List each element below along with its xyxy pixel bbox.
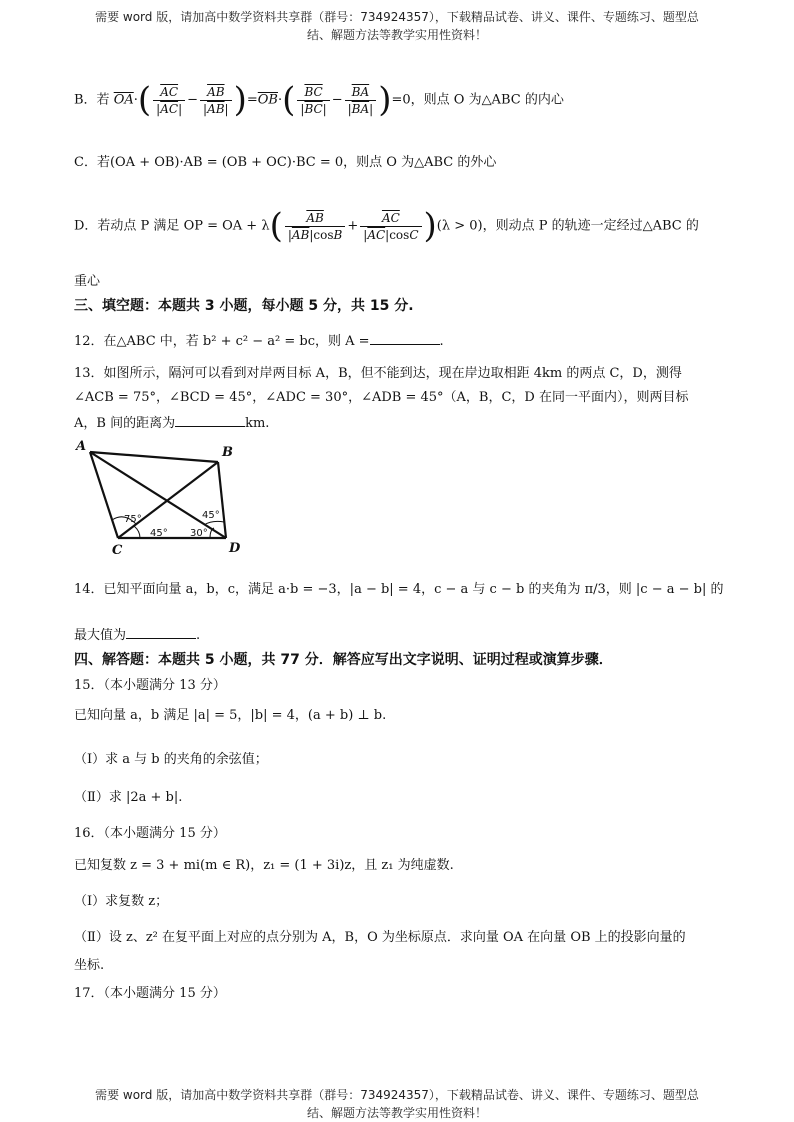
question-12 [74,330,444,352]
q15-stem: 已知向量 a，b 满足 |a| = 5，|b| = 4，(a + b) ⊥ b. [74,708,387,723]
option-d: D．若动点 P 满足 OP = OA + λ( $\frac{\overline{AB}}{|\overline{AB}|\cos B}$ + $\frac{\overline{AC}}{|\overline{AC}|\cos C}$ )(λ > 0)，则动点 P 的轨迹一定经过△ABC 的 [74,206,699,246]
angle-45c-label: 45° [150,528,168,539]
q14-answer-blank[interactable] [126,624,196,639]
banner-line-1-bottom: 需要 word 版，请加高中数学资料共享群（群号：734924357），下载精品试卷、讲义、课件、专题练习、题型总 [95,1088,699,1102]
q12-text: 12．在△ABC 中，若 b² + c² − a² = bc，则 A = [74,334,370,349]
option-d-prefix: D．若动点 P 满足 OP = OA + λ [74,218,270,234]
q16-part-2b: 坐标. [74,958,105,973]
angle-75-label: 75° [124,514,142,525]
bottom-banner [0,1086,794,1122]
banner-line-1: 需要 word 版，请加高中数学资料共享群（群号：734924357），下载精品试卷、讲义、课件、专题练习、题型总 [95,10,699,24]
q16-head: 16．（本小题满分 15 分） [74,826,226,841]
section-3-title: 三、填空题：本题共 3 小题，每小题 5 分，共 15 分. [74,298,414,314]
segment-ad [90,452,226,538]
q14-line-2 [74,624,200,646]
q15-head: 15．（本小题满分 13 分） [74,678,226,693]
river-figure [72,438,262,560]
q14-line-1: 14．已知平面向量 a，b，c，满足 a·b = −3，|a − b| = 4，c − a 与 c − b 的夹角为 π/3，则 |c − a − b| 的 [74,582,724,597]
arc-45c [134,526,140,538]
q16-part-2a: （Ⅱ）设 z、z² 在复平面上对应的点分别为 A，B，O 为坐标原点．求向量 OA 在向量 OB 上的投影向量的 [74,930,686,945]
q13-text-b: km. [245,416,270,431]
q13-line-3 [74,412,269,434]
segment-bd [218,462,226,538]
q14-text-a: 最大值为 [74,628,127,643]
option-b: B．若 $\overline{OA}\cdot$( $\frac{\overline{AC}}{|\overline{AC}|}$ − $\frac{\overline{AB}}{|\overline{AB}|}$ )$=\overline{OB}\cdot$( $\frac{\overline{BC}}{|\overline{BC}|}$ − $\frac{\overline{BA}}{|\overline{BA}|}$ )=0，则点 O 为△ABC 的内心 [74,80,564,120]
point-b-label: B [222,445,233,460]
angle-30-label: 30° [190,528,208,539]
point-c-label: C [112,543,123,558]
q17-head: 17．（本小题满分 15 分） [74,986,226,1001]
segment-ac [90,452,118,538]
q13-line-2: ∠ACB = 75°，∠BCD = 45°，∠ADC = 30°，∠ADB = 45°（A，B，C，D 在同一平面内），则两目标 [74,390,689,405]
point-a-label: A [76,439,87,454]
q14-text-b: . [196,628,201,643]
angle-45d-label: 45° [202,510,220,521]
option-c: C．若(OA + OB)·AB = (OB + OC)·BC = 0，则点 O 为△ABC 的外心 [74,155,497,170]
banner-line-2-bottom: 结、解题方法等教学实用性资料！ [306,1106,487,1120]
q16-stem: 已知复数 z = 3 + mi(m ∈ R)，z₁ = (1 + 3i)z，且 z₁ 为纯虚数. [74,858,454,873]
option-d-suffix: (λ > 0)，则动点 P 的轨迹一定经过△ABC 的 [436,218,699,234]
q16-part-1: （Ⅰ）求复数 z； [74,894,169,909]
point-d-label: D [229,541,241,556]
q12-end: . [439,334,444,349]
q13-text-a: A，B 间的距离为 [74,416,176,431]
section-4-title: 四、解答题：本题共 5 小题，共 77 分．解答应写出文字说明、证明过程或演算步骤． [74,652,613,668]
q12-answer-blank[interactable] [370,330,440,345]
option-d-continued: 重心 [74,274,101,289]
q15-part-1: （Ⅰ）求 a 与 b 的夹角的余弦值； [74,752,268,767]
q13-line-1: 13．如图所示，隔河可以看到对岸两目标 A，B，但不能到达，现在岸边取相距 4km 的两点 C，D，测得 [74,366,682,381]
banner-line-2: 结、解题方法等教学实用性资料！ [306,28,487,42]
option-b-suffix: ，则点 O 为△ABC 的内心 [410,92,564,108]
segment-bc [118,462,218,538]
option-b-prefix: B．若 [74,92,110,108]
q15-part-2: （Ⅱ）求 |2a + b|. [74,790,183,805]
arc-45d [204,521,224,525]
top-banner [0,8,794,44]
q13-answer-blank[interactable] [175,412,245,427]
segment-ab [90,452,218,462]
